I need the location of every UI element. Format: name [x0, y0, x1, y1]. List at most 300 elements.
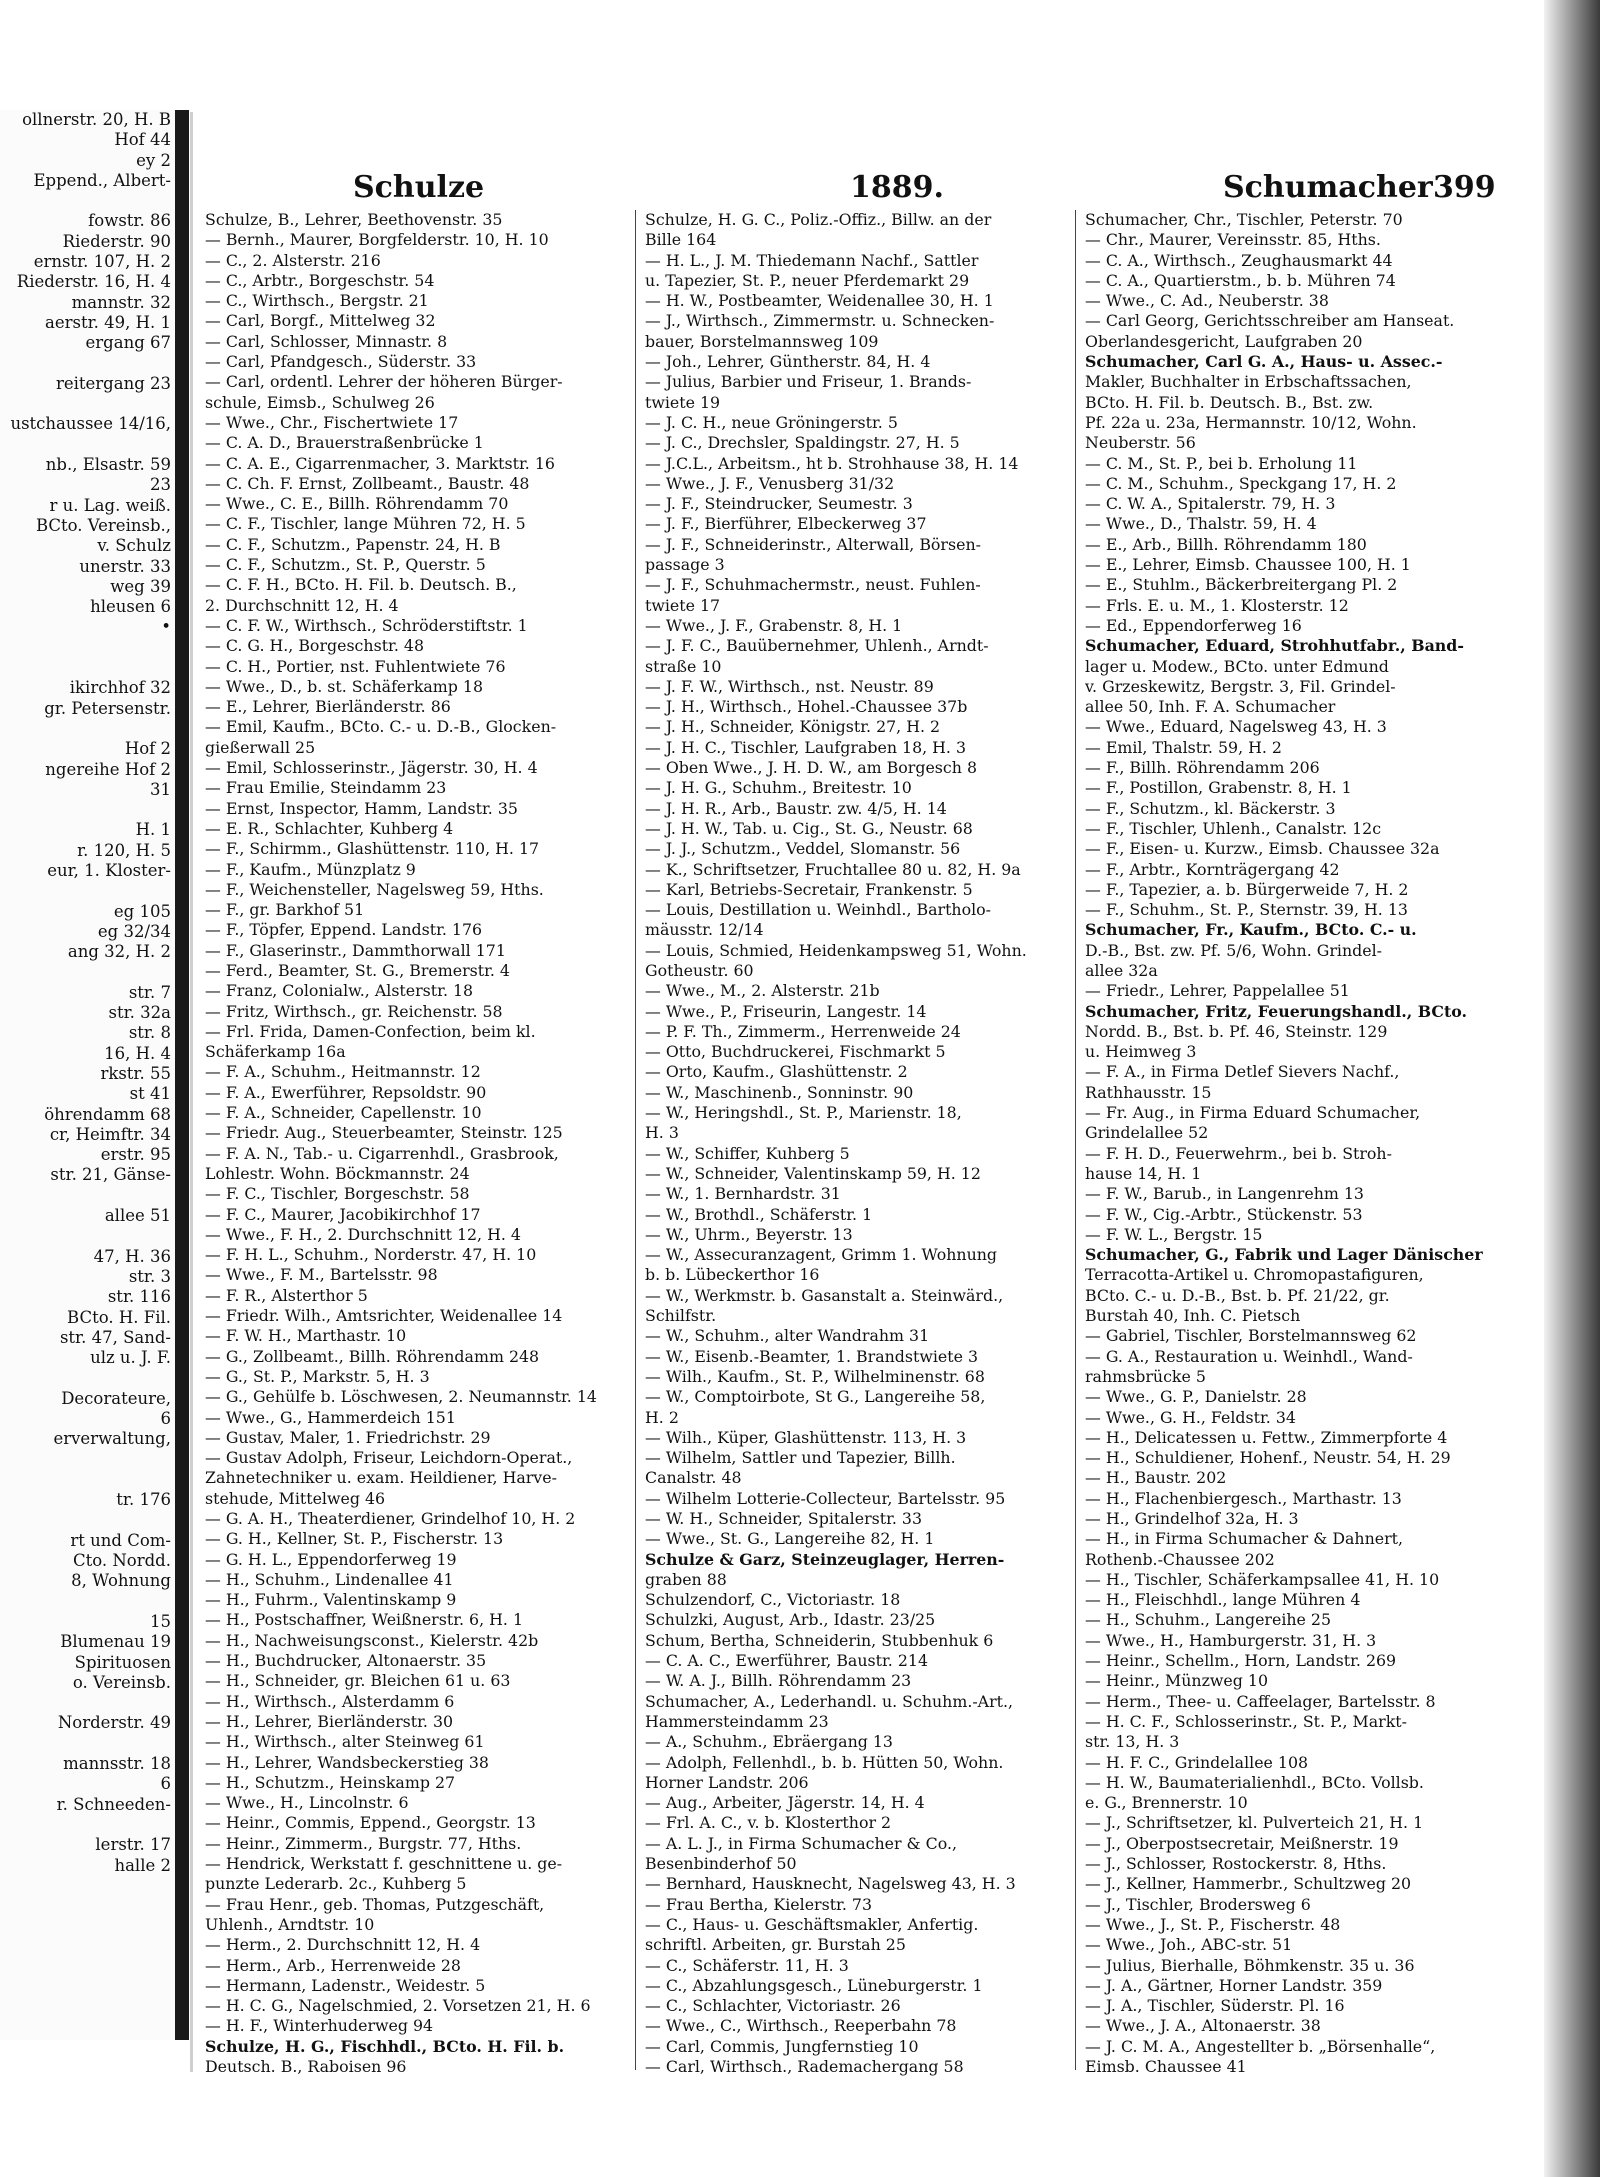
- fragment-line: ustchaussee 14/16,: [10, 414, 171, 434]
- directory-entry: — C. A. C., Ewerführer, Baustr. 214: [645, 1651, 928, 1671]
- directory-entry: Schumacher, Fr., Kaufm., BCto. C.- u.: [1085, 920, 1417, 940]
- directory-entry: H. 3: [645, 1123, 679, 1143]
- fragment-line: erverwaltung,: [53, 1429, 171, 1449]
- directory-entry: — K., Schriftsetzer, Fruchtallee 80 u. 82, H. 9a: [645, 859, 1021, 879]
- directory-entry: — F., Eisen- u. Kurzw., Eimsb. Chaussee 32a: [1085, 839, 1440, 859]
- directory-entry: — H., Fuhrm., Valentinskamp 9: [205, 1590, 457, 1610]
- directory-entry: — F., Weichensteller, Nagelsweg 59, Hths.: [205, 879, 544, 899]
- directory-entry: allee 32a: [1085, 960, 1158, 980]
- directory-entry: Schäferkamp 16a: [205, 1042, 346, 1062]
- directory-entry: — F., Postillon, Grabenstr. 8, H. 1: [1085, 778, 1352, 798]
- directory-entry: — Wwe., G., Hammerdeich 151: [205, 1407, 456, 1427]
- directory-entry: — J. F. C., Bauübernehmer, Uhlenh., Arndt-: [645, 636, 989, 656]
- directory-entry: — Carl, Wirthsch., Rademachergang 58: [645, 2057, 964, 2077]
- fragment-line: [0, 1592, 175, 1612]
- directory-entry: — F. A., Schneider, Capellenstr. 10: [205, 1103, 482, 1123]
- fragment-line: str. 8: [128, 1023, 171, 1043]
- directory-entry: u. Heimweg 3: [1085, 1042, 1197, 1062]
- directory-entry: — J. H. C., Tischler, Laufgraben 18, H. 3: [645, 737, 967, 757]
- fragment-line: Norderstr. 49: [57, 1713, 171, 1733]
- directory-entry: — H. L., J. M. Thiedemann Nachf., Sattler: [645, 250, 979, 270]
- directory-entry: — J. J., Schutzm., Veddel, Slomanstr. 56: [645, 839, 961, 859]
- fragment-line: str. 47, Sand-: [59, 1327, 171, 1347]
- fragment-line: [0, 435, 175, 455]
- directory-entry: — Gustav, Maler, 1. Friedrichstr. 29: [205, 1427, 491, 1447]
- directory-entry: — W., Eisenb.-Beamter, 1. Brandstwiete 3: [645, 1346, 979, 1366]
- directory-entry: — C. F., Tischler, lange Mühren 72, H. 5: [205, 514, 526, 534]
- directory-entry: — F. A. N., Tab.- u. Cigarrenhdl., Grasbrook,: [205, 1143, 559, 1163]
- directory-entry: — W., Werkmstr. b. Gasanstalt a. Steinwärd.,: [645, 1285, 1004, 1305]
- fragment-line: Hof 44: [114, 130, 171, 150]
- header-year: 1889.: [850, 170, 944, 205]
- page-number: 399: [1433, 170, 1496, 205]
- directory-entry: — J., Wirthsch., Zimmermstr. u. Schnecken-: [645, 311, 995, 331]
- directory-entry: — C. A. D., Brauerstraßenbrücke 1: [205, 433, 484, 453]
- directory-entry: — Wwe., C. Ad., Neuberstr. 38: [1085, 291, 1329, 311]
- directory-entry: bauer, Borstelmannsweg 109: [645, 331, 879, 351]
- directory-entry: — Frl. A. C., v. b. Klosterthor 2: [645, 1813, 892, 1833]
- directory-entry: — C. M., St. P., bei b. Erholung 11: [1085, 453, 1358, 473]
- directory-entry: D.-B., Bst. zw. Pf. 5/6, Wohn. Grindel-: [1085, 940, 1382, 960]
- fragment-line: reitergang 23: [55, 373, 171, 393]
- directory-page: [190, 112, 1600, 2077]
- fragment-line: [0, 962, 175, 982]
- directory-entry: — G., Gehülfe b. Löschwesen, 2. Neumannstr. 14: [205, 1387, 597, 1407]
- directory-entry: mäusstr. 12/14: [645, 920, 764, 940]
- directory-entry: Grindelallee 52: [1085, 1123, 1209, 1143]
- directory-entry: — Gabriel, Tischler, Borstelmannsweg 62: [1085, 1326, 1417, 1346]
- directory-entry: — J. F., Schuhmachermstr., neust. Fuhlen-: [645, 575, 981, 595]
- directory-entry: — W. A. J., Billh. Röhrendamm 23: [645, 1671, 912, 1691]
- directory-entry: — H., in Firma Schumacher & Dahnert,: [1085, 1529, 1404, 1549]
- fragment-line: [0, 719, 175, 739]
- fragment-line: ikirchhof 32: [69, 678, 171, 698]
- directory-entry: — H., Schuldiener, Hohenf., Neustr. 54, H. 29: [1085, 1448, 1451, 1468]
- directory-entry: Lohlestr. Wohn. Böckmannstr. 24: [205, 1163, 470, 1183]
- directory-entry: Hammersteindamm 23: [645, 1711, 829, 1731]
- fragment-line: Riederstr. 90: [62, 231, 171, 251]
- directory-entry: — Wwe., G. H., Feldstr. 34: [1085, 1407, 1296, 1427]
- directory-entry: — Fr. Aug., in Firma Eduard Schumacher,: [1085, 1103, 1421, 1123]
- directory-entry: — H., Baustr. 202: [1085, 1468, 1227, 1488]
- fragment-line: ang 32, H. 2: [67, 942, 171, 962]
- directory-entry: passage 3: [645, 555, 725, 575]
- directory-entry: — H., Flachenbiergesch., Marthastr. 13: [1085, 1488, 1402, 1508]
- directory-entry: — Frau Henr., geb. Thomas, Putzgeschäft,: [205, 1894, 545, 1914]
- directory-entry: Schumacher, Carl G. A., Haus- u. Assec.-: [1085, 352, 1443, 372]
- fragment-line: hleusen 6: [90, 597, 171, 617]
- directory-entry: — G., St. P., Markstr. 5, H. 3: [205, 1366, 430, 1386]
- directory-entry: — W., Assecuranzagent, Grimm 1. Wohnung: [645, 1245, 998, 1265]
- running-header: [238, 170, 1563, 204]
- directory-entry: Nordd. B., Bst. b. Pf. 46, Steinstr. 129: [1085, 1021, 1388, 1041]
- directory-entry: — Gustav Adolph, Friseur, Leichdorn-Operat.,: [205, 1448, 573, 1468]
- fragment-line: [0, 394, 175, 414]
- directory-entry: — H., Tischler, Schäferkampsallee 41, H. 10: [1085, 1569, 1440, 1589]
- directory-entry: — J. A., Gärtner, Horner Landstr. 359: [1085, 1975, 1383, 1995]
- directory-entry: — H., Fleischhdl., lange Mühren 4: [1085, 1590, 1361, 1610]
- directory-entry: — C. W. A., Spitalerstr. 79, H. 3: [1085, 494, 1336, 514]
- fragment-line: 15: [150, 1611, 171, 1631]
- directory-entry: — Wwe., Joh., ABC-str. 51: [1085, 1935, 1293, 1955]
- directory-entry: — E., Stuhlm., Bäckerbreitergang Pl. 2: [1085, 575, 1398, 595]
- directory-entry: — H. W., Baumaterialienhdl., BCto. Vollsb.: [1085, 1772, 1424, 1792]
- directory-entry: — H., Postschaffner, Weißnerstr. 6, H. 1: [205, 1610, 524, 1630]
- column-3: [1085, 210, 1495, 2077]
- directory-entry: — Wwe., G. P., Danielstr. 28: [1085, 1387, 1307, 1407]
- directory-entry: Besenbinderhof 50: [645, 1854, 797, 1874]
- directory-entry: — Wilhelm, Sattler und Tapezier, Billh.: [645, 1448, 956, 1468]
- directory-entry: — Wwe., Chr., Fischertwiete 17: [205, 412, 459, 432]
- fragment-line: unerstr. 33: [79, 556, 171, 576]
- directory-entry: — W., Schuhm., alter Wandrahm 31: [645, 1326, 930, 1346]
- directory-entry: — C., Abzahlungsgesch., Lüneburgerstr. 1: [645, 1975, 983, 1995]
- directory-entry: twiete 19: [645, 392, 721, 412]
- directory-entry: — F., gr. Barkhof 51: [205, 900, 365, 920]
- directory-entry: — Julius, Barbier und Friseur, 1. Brands-: [645, 372, 972, 392]
- directory-entry: Schulze & Garz, Steinzeuglager, Herren-: [645, 1549, 1005, 1569]
- fragment-line: [0, 1510, 175, 1530]
- directory-entry: — J. C., Drechsler, Spaldingstr. 27, H. 5: [645, 433, 960, 453]
- directory-entry: — C., Arbtr., Borgeschstr. 54: [205, 270, 435, 290]
- directory-entry: — C., Schlachter, Victoriastr. 26: [645, 1996, 901, 2016]
- fragment-line: ergang 67: [85, 333, 171, 353]
- directory-entry: — J., Schriftsetzer, kl. Pulverteich 21, H. 1: [1085, 1813, 1424, 1833]
- directory-entry: — F. R., Alsterthor 5: [205, 1285, 368, 1305]
- directory-entry: — Carl, Schlosser, Minnastr. 8: [205, 331, 448, 351]
- fragment-line: Decorateure,: [61, 1388, 171, 1408]
- directory-entry: — Herm., Arb., Herrenweide 28: [205, 1955, 461, 1975]
- fragment-line: rt und Com-: [70, 1530, 171, 1550]
- directory-entry: straße 10: [645, 656, 722, 676]
- directory-entry: Zahnetechniker u. exam. Heildiener, Harve-: [205, 1468, 557, 1488]
- directory-entry: Gotheustr. 60: [645, 960, 754, 980]
- directory-entry: — W., Schneider, Valentinskamp 59, H. 12: [645, 1163, 981, 1183]
- directory-entry: — F., Billh. Röhrendamm 206: [1085, 758, 1320, 778]
- directory-entry: — J., Schlosser, Rostockerstr. 8, Hths.: [1085, 1854, 1387, 1874]
- directory-entry: — F., Schutzm., kl. Bäckerstr. 3: [1085, 798, 1336, 818]
- directory-entry: — F. W. L., Bergstr. 15: [1085, 1224, 1263, 1244]
- directory-entry: — G. H. L., Eppendorferweg 19: [205, 1549, 457, 1569]
- directory-entry: — H., Lehrer, Bierländerstr. 30: [205, 1711, 454, 1731]
- fragment-line: H. 1: [135, 820, 171, 840]
- fragment-line: v. Schulz: [97, 536, 171, 556]
- fragment-line: öhrendamm 68: [44, 1104, 171, 1124]
- directory-entry: Schumacher, A., Lederhandl. u. Schuhm.-Art.,: [645, 1691, 1014, 1711]
- directory-entry: — Ferd., Beamter, St. G., Bremerstr. 4: [205, 960, 510, 980]
- directory-entry: b. b. Lübeckerthor 16: [645, 1265, 820, 1285]
- fragment-line: r. 120, H. 5: [77, 840, 171, 860]
- fragment-line: 6: [160, 1409, 171, 1428]
- fragment-line: [0, 638, 175, 658]
- fragment-line: Riederstr. 16, H. 4: [16, 272, 171, 292]
- fragment-line: erstr. 95: [100, 1145, 171, 1165]
- directory-entry: — J. H., Wirthsch., Hohel.-Chaussee 37b: [645, 697, 968, 717]
- directory-entry: — A. L. J., in Firma Schumacher & Co.,: [645, 1833, 958, 1853]
- directory-entry: Rathhausstr. 15: [1085, 1082, 1212, 1102]
- directory-entry: — H., Nachweisungsconst., Kielerstr. 42b: [205, 1630, 539, 1650]
- directory-entry: — F. C., Tischler, Borgeschstr. 58: [205, 1184, 470, 1204]
- directory-entry: — Wilhelm Lotterie-Collecteur, Bartelsstr. 95: [645, 1488, 1006, 1508]
- fragment-line: st 41: [129, 1084, 171, 1104]
- directory-entry: — J. C. M. A., Angestellter b. „Börsenhalle“,: [1085, 2036, 1436, 2056]
- fragment-line: halle 2: [114, 1855, 171, 1875]
- directory-entry: BCto. C.- u. D.-B., Bst. b. Pf. 21/22, gr.: [1085, 1285, 1390, 1305]
- fragment-line: [0, 1368, 175, 1388]
- directory-entry: — Frau Emilie, Steindamm 23: [205, 778, 447, 798]
- directory-entry: Schumacher, Chr., Tischler, Peterstr. 70: [1085, 210, 1403, 229]
- fragment-line: r. Schneeden-: [56, 1794, 171, 1814]
- directory-entry: Neuberstr. 56: [1085, 433, 1196, 453]
- directory-entry: — F., Glaserinstr., Dammthorwall 171: [205, 940, 506, 960]
- directory-entry: — F. W., Cig.-Arbtr., Stückenstr. 53: [1085, 1204, 1363, 1224]
- directory-entry: — Frl. Frida, Damen-Confection, beim kl.: [205, 1021, 536, 1041]
- directory-entry: — Julius, Bierhalle, Böhmkenstr. 35 u. 36: [1085, 1955, 1415, 1975]
- directory-entry: — Hendrick, Werkstatt f. geschnittene u. ge-: [205, 1854, 563, 1874]
- directory-entry: Eimsb. Chaussee 41: [1085, 2057, 1247, 2077]
- directory-entry: BCto. H. Fil. b. Deutsch. B., Bst. zw.: [1085, 392, 1374, 412]
- directory-entry: Makler, Buchhalter in Erbschaftssachen,: [1085, 372, 1412, 392]
- fragment-line: 16, H. 4: [104, 1043, 171, 1063]
- previous-page-fragment: [0, 110, 189, 2040]
- directory-entry: — Otto, Buchdruckerei, Fischmarkt 5: [645, 1042, 946, 1062]
- fragment-line: [0, 1734, 175, 1754]
- fragment-line: [0, 1450, 175, 1470]
- directory-entry: — F. A., Ewerführer, Repsoldstr. 90: [205, 1082, 487, 1102]
- directory-entry: — A., Schuhm., Ebräergang 13: [645, 1732, 893, 1752]
- directory-entry: — C. Ch. F. Ernst, Zollbeamt., Baustr. 48: [205, 473, 530, 493]
- directory-entry: Schulze, H. G., Fischhdl., BCto. H. Fil. b.: [205, 2036, 565, 2056]
- fragment-line: ernstr. 107, H. 2: [33, 252, 171, 272]
- directory-entry: — Wwe., P., Friseurin, Langestr. 14: [645, 1001, 927, 1021]
- directory-entry: Terracotta-Artikel u. Chromopastafiguren,: [1085, 1265, 1424, 1285]
- directory-entry: — Wwe., D., b. st. Schäferkamp 18: [205, 676, 484, 696]
- directory-entry: — Carl Georg, Gerichtsschreiber am Hanseat.: [1085, 311, 1455, 331]
- directory-entry: — C. H., Portier, nst. Fuhlentwiete 76: [205, 656, 506, 676]
- fragment-line: eg 105: [113, 901, 171, 921]
- directory-entry: Schumacher, Eduard, Strohhutfabr., Band-: [1085, 636, 1464, 656]
- directory-entry: — H., Wirthsch., Alsterdamm 6: [205, 1691, 455, 1711]
- directory-entry: — Ernst, Inspector, Hamm, Landstr. 35: [205, 798, 518, 818]
- directory-entry: — Franz, Colonialw., Alsterstr. 18: [205, 981, 474, 1001]
- fragment-line: tr. 176: [116, 1490, 171, 1510]
- fragment-line: nb., Elsastr. 59: [45, 455, 171, 475]
- directory-entry: — Hermann, Ladenstr., Weidestr. 5: [205, 1975, 486, 1995]
- directory-entry: Oberlandesgericht, Laufgraben 20: [1085, 331, 1363, 351]
- directory-entry: — Herm., Thee- u. Caffeelager, Bartelsstr. 8: [1085, 1691, 1436, 1711]
- directory-entry: Schulzki, August, Arb., Idastr. 23/25: [645, 1610, 936, 1630]
- fragment-line: allee 51: [104, 1206, 171, 1226]
- directory-entry: — H. F. C., Grindelallee 108: [1085, 1752, 1309, 1772]
- fragment-line: str. 3: [128, 1266, 171, 1286]
- directory-entry: schule, Eimsb., Schulweg 26: [205, 392, 435, 412]
- directory-entry: allee 50, Inh. F. A. Schumacher: [1085, 697, 1336, 717]
- fragment-line: mannstr. 32: [71, 292, 171, 312]
- directory-entry: 2. Durchschnitt 12, H. 4: [205, 595, 399, 615]
- directory-entry: Rothenb.-Chaussee 202: [1085, 1549, 1275, 1569]
- page-edge-shadow: [1544, 0, 1600, 2177]
- directory-entry: — Wwe., D., Thalstr. 59, H. 4: [1085, 514, 1317, 534]
- directory-entry: — C. A. E., Cigarrenmacher, 3. Marktstr. 16: [205, 453, 555, 473]
- fragment-line: [0, 354, 175, 374]
- fragment-line: [0, 658, 175, 678]
- directory-entry: — Wilh., Küper, Glashüttenstr. 113, H. 3: [645, 1427, 967, 1447]
- directory-entry: e. G., Brennerstr. 10: [1085, 1793, 1248, 1813]
- directory-entry: — H., Schneider, gr. Bleichen 61 u. 63: [205, 1671, 511, 1691]
- directory-entry: — Bernh., Maurer, Borgfelderstr. 10, H. 10: [205, 230, 549, 250]
- directory-entry: — G. H., Kellner, St. P., Fischerstr. 13: [205, 1529, 504, 1549]
- directory-entry: — J., Oberpostsecretair, Meißnerstr. 19: [1085, 1833, 1399, 1853]
- directory-entry: rahmsbrücke 5: [1085, 1366, 1206, 1386]
- fragment-line: [0, 1815, 175, 1835]
- directory-entry: — Friedr. Wilh., Amtsrichter, Weidenallee 14: [205, 1306, 563, 1326]
- directory-entry: Schilfstr.: [645, 1306, 717, 1326]
- fragment-line: mannsstr. 18: [63, 1754, 171, 1774]
- directory-entry: — H., Wirthsch., alter Steinweg 61: [205, 1732, 485, 1752]
- directory-entry: — C. A., Wirthsch., Zeughausmarkt 44: [1085, 250, 1393, 270]
- directory-entry: lager u. Modew., BCto. unter Edmund: [1085, 656, 1389, 676]
- directory-entry: — F. H. L., Schuhm., Norderstr. 47, H. 10: [205, 1245, 537, 1265]
- fragment-line: aerstr. 49, H. 1: [44, 312, 171, 332]
- directory-entry: — F., Tapezier, a. b. Bürgerweide 7, H. 2: [1085, 879, 1409, 899]
- directory-entry: — F. W. H., Marthastr. 10: [205, 1326, 407, 1346]
- directory-entry: — W., Brothdl., Schäferstr. 1: [645, 1204, 873, 1224]
- directory-entry: — P. F. Th., Zimmerm., Herrenweide 24: [645, 1021, 961, 1041]
- directory-entry: — Carl, ordentl. Lehrer der höheren Bürger-: [205, 372, 563, 392]
- directory-entry: — Emil, Schlosserinstr., Jägerstr. 30, H. 4: [205, 758, 538, 778]
- directory-entry: — Frau Bertha, Kielerstr. 73: [645, 1894, 873, 1914]
- directory-entry: — W., Heringshdl., St. P., Marienstr. 18,: [645, 1103, 962, 1123]
- fragment-line: fowstr. 86: [88, 211, 171, 231]
- directory-entry: — Wwe., C., Wirthsch., Reeperbahn 78: [645, 2016, 957, 2036]
- directory-entry: — Louis, Destillation u. Weinhdl., Bartholo-: [645, 900, 991, 920]
- directory-entry: — Wwe., C. E., Billh. Röhrendamm 70: [205, 494, 509, 514]
- directory-entry: — E. R., Schlachter, Kuhberg 4: [205, 818, 454, 838]
- fragment-line: [0, 191, 175, 211]
- fragment-line: lerstr. 17: [95, 1835, 171, 1855]
- directory-entry: — H. F., Winterhuderweg 94: [205, 2016, 434, 2036]
- directory-entry: stehude, Mittelweg 46: [205, 1488, 386, 1508]
- directory-entry: — J. H. R., Arb., Baustr. zw. 4/5, H. 14: [645, 798, 947, 818]
- directory-entry: — C. F., Schutzm., St. P., Querstr. 5: [205, 555, 486, 575]
- directory-entry: Pf. 22a u. 23a, Hermannstr. 10/12, Wohn.: [1085, 412, 1417, 432]
- directory-entry: — Herm., 2. Durchschnitt 12, H. 4: [205, 1935, 481, 1955]
- directory-entry: graben 88: [645, 1569, 727, 1589]
- directory-entry: gießerwall 25: [205, 737, 316, 757]
- directory-entry: — C. F. H., BCto. H. Fil. b. Deutsch. B.,: [205, 575, 517, 595]
- directory-entry: punzte Lederarb. 2c., Kuhberg 5: [205, 1874, 467, 1894]
- directory-entry: — F. C., Maurer, Jacobikirchhof 17: [205, 1204, 481, 1224]
- directory-entry: twiete 17: [645, 595, 721, 615]
- directory-entry: — Orto, Kaufm., Glashüttenstr. 2: [645, 1062, 908, 1082]
- directory-entry: — H., Grindelhof 32a, H. 3: [1085, 1509, 1299, 1528]
- directory-entry: — Heinr., Zimmerm., Burgstr. 77, Hths.: [205, 1833, 522, 1853]
- fragment-line: eur, 1. Kloster-: [47, 860, 171, 880]
- directory-entry: — J. F., Steindrucker, Seumestr. 3: [645, 494, 913, 514]
- fragment-line: Eppend., Albert-: [33, 170, 171, 190]
- fragment-line: 23: [150, 475, 171, 495]
- directory-entry: — Joh., Lehrer, Güntherstr. 84, H. 4: [645, 352, 931, 372]
- fragment-line: ey 2: [136, 150, 171, 170]
- directory-entry: — Carl, Borgf., Mittelweg 32: [205, 311, 436, 331]
- fragment-line: BCto. Vereinsb.,: [35, 515, 171, 535]
- fragment-line: [0, 800, 175, 820]
- directory-entry: — G. A., Restauration u. Weinhdl., Wand-: [1085, 1346, 1413, 1366]
- directory-entry: — E., Arb., Billh. Röhrendamm 180: [1085, 534, 1367, 554]
- directory-entry: — F. H. D., Feuerwehrm., bei b. Stroh-: [1085, 1143, 1392, 1163]
- header-left-keyword: Schulze: [353, 170, 485, 205]
- directory-entry: — W., 1. Bernhardstr. 31: [645, 1184, 841, 1204]
- fragment-line: [0, 1186, 175, 1206]
- directory-entry: — J. H. G., Schuhm., Breitestr. 10: [645, 778, 912, 798]
- directory-entry: Schumacher, Fritz, Feuerungshandl., BCto.: [1085, 1001, 1467, 1021]
- directory-entry: — H., Schuhm., Langereihe 25: [1085, 1610, 1332, 1630]
- directory-entry: Schulze, H. G. C., Poliz.-Offiz., Billw. an der: [645, 210, 992, 229]
- directory-entry: — Wwe., H., Lincolnstr. 6: [205, 1793, 409, 1813]
- directory-entry: — C. F., Schutzm., Papenstr. 24, H. B: [205, 534, 501, 554]
- fragment-line: ollnerstr. 20, H. B: [22, 110, 171, 129]
- directory-entry: — Wwe., J. F., Venusberg 31/32: [645, 473, 895, 493]
- directory-entry: str. 13, H. 3: [1085, 1732, 1180, 1752]
- directory-entry: — Ed., Eppendorferweg 16: [1085, 615, 1302, 635]
- directory-entry: — Heinr., Münzweg 10: [1085, 1671, 1268, 1691]
- fragment-line: rkstr. 55: [100, 1063, 171, 1083]
- directory-entry: — Wwe., J. F., Grabenstr. 8, H. 1: [645, 615, 903, 635]
- directory-entry: — Heinr., Schellm., Horn, Landstr. 269: [1085, 1651, 1397, 1671]
- fragment-line: str. 116: [107, 1287, 171, 1307]
- previous-page-text: [0, 110, 175, 1876]
- directory-entry: Schulzendorf, C., Victoriastr. 18: [645, 1590, 901, 1610]
- directory-entry: — C., Wirthsch., Bergstr. 21: [205, 291, 429, 311]
- directory-entry: — F., Schuhm., St. P., Sternstr. 39, H. 13: [1085, 900, 1408, 920]
- directory-entry: — H. C. G., Nagelschmied, 2. Vorsetzen 21, H. 6: [205, 1996, 591, 2016]
- directory-entry: — Carl, Commis, Jungfernstieg 10: [645, 2036, 919, 2056]
- directory-entry: — E., Lehrer, Bierländerstr. 86: [205, 697, 451, 717]
- directory-entry: — J. F., Schneiderinstr., Alterwall, Börsen-: [645, 534, 981, 554]
- fragment-line: gr. Petersenstr.: [44, 698, 171, 718]
- directory-entry: — J. H., Schneider, Königstr. 27, H. 2: [645, 717, 941, 737]
- directory-entry: — C. M., Schuhm., Speckgang 17, H. 2: [1085, 473, 1397, 493]
- directory-entry: Bille 164: [645, 230, 717, 250]
- column-divider-2: [1075, 210, 1076, 2070]
- column-divider-1: [635, 210, 636, 2070]
- fragment-line: 47, H. 36: [93, 1246, 171, 1266]
- fragment-line: [0, 1226, 175, 1246]
- directory-entry: — J. C. H., neue Gröningerstr. 5: [645, 412, 898, 432]
- directory-entry: Schumacher, G., Fabrik und Lager Dänischer: [1085, 1245, 1483, 1265]
- directory-entry: Burstah 40, Inh. C. Pietsch: [1085, 1306, 1301, 1326]
- directory-entry: H. 2: [645, 1407, 679, 1427]
- directory-entry: — Wwe., H., Hamburgerstr. 31, H. 3: [1085, 1630, 1377, 1650]
- directory-entry: — W., Uhrm., Beyerstr. 13: [645, 1224, 853, 1244]
- fragment-line: str. 21, Gänse-: [50, 1165, 171, 1185]
- fragment-line: Hof 2: [124, 739, 171, 759]
- directory-entry: — J., Kellner, Hammerbr., Schultzweg 20: [1085, 1874, 1412, 1894]
- directory-entry: — G., Zollbeamt., Billh. Röhrendamm 248: [205, 1346, 540, 1366]
- directory-entry: — Emil, Kaufm., BCto. C.- u. D.-B., Glocken-: [205, 717, 557, 737]
- column-2: [645, 210, 1055, 2077]
- directory-entry: Horner Landstr. 206: [645, 1772, 809, 1792]
- directory-entry: — Friedr., Lehrer, Pappelallee 51: [1085, 981, 1350, 1001]
- directory-entry: — Karl, Betriebs-Secretair, Frankenstr. 5: [645, 879, 973, 899]
- directory-entry: — F., Kaufm., Münzplatz 9: [205, 859, 416, 879]
- directory-entry: — Chr., Maurer, Vereinsstr. 85, Hths.: [1085, 230, 1381, 250]
- fragment-line: ulz u. J. F.: [90, 1348, 171, 1368]
- directory-entry: — C. A., Quartierstm., b. b. Mühren 74: [1085, 270, 1396, 290]
- directory-entry: — H., Schuhm., Lindenallee 41: [205, 1569, 454, 1589]
- directory-entry: — H., Lehrer, Wandsbeckerstieg 38: [205, 1752, 489, 1772]
- directory-entry: — F., Tischler, Uhlenh., Canalstr. 12c: [1085, 818, 1382, 838]
